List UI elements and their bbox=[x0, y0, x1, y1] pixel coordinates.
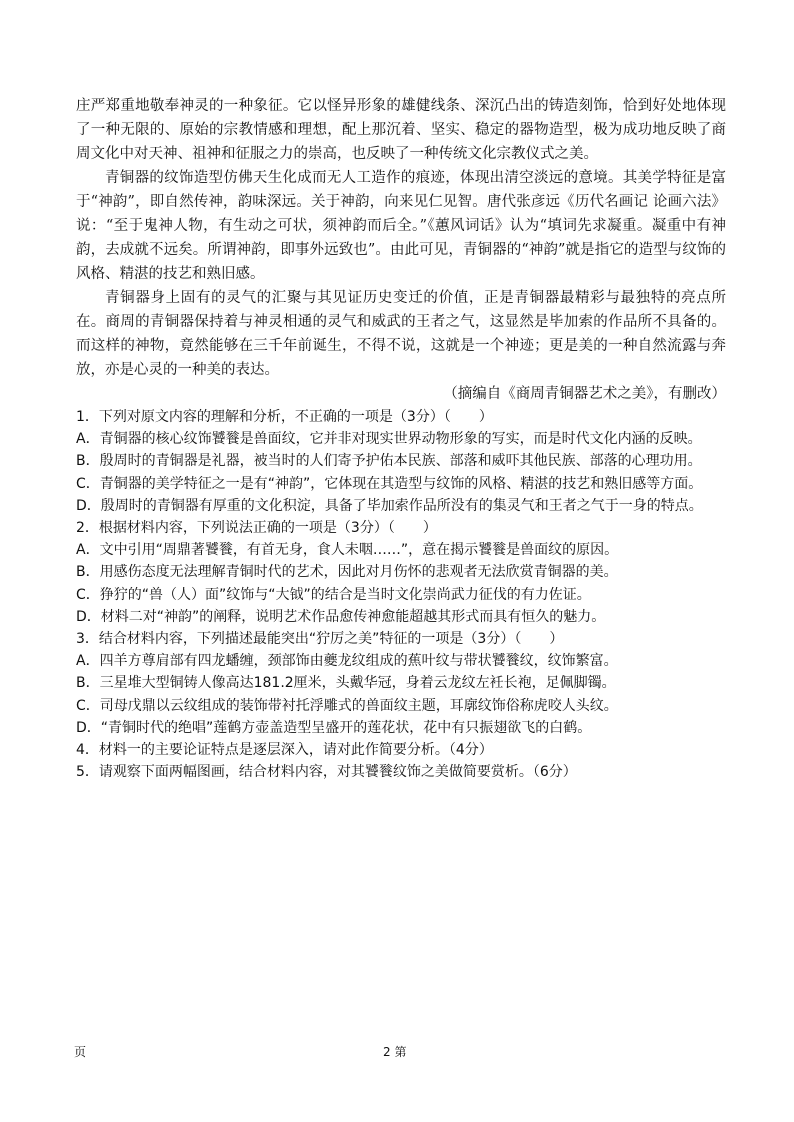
question-3-option-c: C．司母戊鼎以云纹组成的装饰带衬托浮雕式的兽面纹主题，耳廓纹饰俗称虎咬人头纹。 bbox=[76, 697, 618, 714]
question-2-option-d: D．材料二对“神韵”的阐释，说明艺术作品愈传神愈能超越其形式而具有恒久的魅力。 bbox=[76, 608, 606, 625]
exam-page bbox=[76, 94, 726, 783]
passage-paragraph-2: 青铜器的纹饰造型仿佛天生化成而无人工造作的痕迹，体现出清空淡远的意境。其美学特征是富于“神韵”，即自然传神，韵味深远。关于神韵，向来见仁见智。唐代张彦远《历代名画记 论画六法》说：“至于鬼神人物，有生动之可状，须神韵而后全。”《蕙风词话》认为“填词先求凝重。凝重中有神韵，去成就不远矣。所谓神韵，即事外远致也”。由此可见，青铜器的“神韵”就是指它的造型与纹饰的风格、精湛的技艺和熟旧感。 bbox=[76, 170, 726, 282]
question-1-option-b: B．殷周时的青铜器是礼器，被当时的人们寄予护佑本民族、部落和威吓其他民族、部落的心理功用。 bbox=[76, 453, 702, 470]
question-3-stem: 3．结合材料内容，下列描述最能突出“狞厉之美”特征的一项是（3分）（ ） bbox=[76, 631, 564, 648]
question-2-option-b: B．用感伤态度无法理解青铜时代的艺术，因此对月伤怀的悲观者无法欣赏青铜器的美。 bbox=[76, 564, 618, 581]
question-1-option-c: C．青铜器的美学特征之一是有“神韵”，它体现在其造型与纹饰的风格、精湛的技艺和熟旧感等方面。 bbox=[76, 475, 703, 492]
question-3-option-b: B．三星堆大型铜铸人像高达181.2厘米，头戴华冠，身着云龙纹左衽长袍，足佩脚镯。 bbox=[76, 675, 616, 692]
question-2-option-a: A．文中引用“周鼎著饕餮，有首无身，食人未咽……”，意在揭示饕餮是兽面纹的原因。 bbox=[76, 542, 619, 559]
question-1 bbox=[76, 406, 726, 517]
question-4: 4．材料一的主要论证特点是逐层深入，请对此作简要分析。（4分） bbox=[76, 742, 493, 759]
question-3-option-d: D．“青铜时代的绝唱”莲鹤方壶盖造型呈盛开的莲花状，花中有只振翅欲飞的白鹤。 bbox=[76, 719, 592, 736]
question-1-option-a: A．青铜器的核心纹饰饕餮是兽面纹，它并非对现实世界动物形象的写实，而是时代文化内涵的反映。 bbox=[76, 431, 702, 448]
question-3 bbox=[76, 628, 726, 739]
question-2 bbox=[76, 517, 726, 628]
question-2-option-c: C．狰狞的“兽（人）面”纹饰与“大钺”的结合是当时文化崇尚武力征伐的有力佐证。 bbox=[76, 586, 591, 603]
footer-page-label: 页 bbox=[74, 1045, 87, 1059]
question-1-option-d: D．殷周时的青铜器有厚重的文化积淀，具备了毕加索作品所没有的集灵气和王者之气于一身的特点。 bbox=[76, 497, 703, 514]
passage-source: （摘编自《商周青铜器艺术之美》，有删改） bbox=[443, 386, 726, 402]
question-5: 5．请观察下面两幅图画，结合材料内容，对其饕餮纹饰之美做简要赏析。（6分） bbox=[76, 764, 577, 781]
passage-paragraph-3: 青铜器身上固有的灵气的汇聚与其见证历史变迁的价值，正是青铜器最精彩与最独特的亮点所在。商周的青铜器保持着与神灵相通的灵气和威武的王者之气，这显然是毕加索的作品所不具备的。而这样的神物，竟然能够在三千年前诞生，不得不说，这就是一个神迹；更是美的一种自然流露与奔放，亦是心灵的一种美的表达。 bbox=[76, 290, 726, 378]
question-3-option-a: A．四羊方尊肩部有四龙蟠缠，颈部饰由夔龙纹组成的蕉叶纹与带状饕餮纹，纹饰繁富。 bbox=[76, 653, 618, 670]
question-2-stem: 2．根据材料内容，下列说法正确的一项是（3分）（ ） bbox=[76, 520, 437, 537]
passage-paragraph-1: 庄严郑重地敬奉神灵的一种象征。它以怪异形象的雄健线条、深沉凸出的铸造刻饰，恰到好处地体现了一种无限的、原始的宗教情感和理想，配上那沉着、坚实、稳定的器物造型，极为成功地反映了商周文化中对天神、祖神和征服之力的崇高，也反映了一种传统文化宗教仪式之美。 bbox=[76, 98, 726, 162]
question-1-stem: 1．下列对原文内容的理解和分析，不正确的一项是（3分）（ ） bbox=[76, 409, 493, 425]
footer-page-number: 2 第 bbox=[383, 1045, 407, 1059]
